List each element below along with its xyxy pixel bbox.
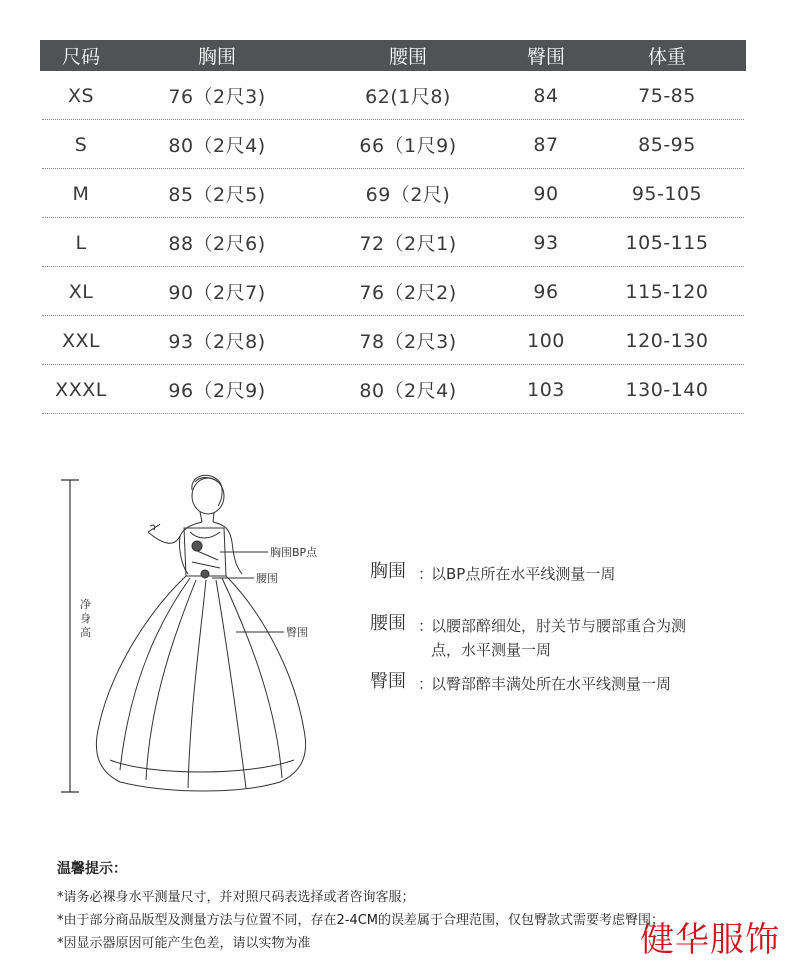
cell-bust: 85（2尺5) bbox=[168, 184, 266, 206]
cell-bust: 90（2尺7) bbox=[168, 282, 266, 304]
table-row bbox=[40, 365, 746, 414]
table-row bbox=[40, 120, 746, 169]
cell-hip: 87 bbox=[533, 133, 559, 156]
tips-title: 温馨提示： bbox=[57, 861, 127, 877]
height-label-text: 净身高 bbox=[80, 598, 91, 639]
cell-bust: 93（2尺8) bbox=[168, 331, 266, 353]
cell-size: L bbox=[75, 231, 87, 254]
table-row bbox=[40, 71, 746, 120]
definition-item bbox=[370, 672, 730, 696]
definition-term: 臀围 bbox=[370, 671, 406, 692]
definition-term: 腰围 bbox=[370, 613, 406, 634]
cell-hip: 103 bbox=[527, 378, 565, 401]
cell-bust: 88（2尺6) bbox=[168, 233, 266, 255]
cell-size: M bbox=[72, 182, 90, 205]
cell-waist: 69（2尺) bbox=[365, 184, 451, 206]
cell-waist: 66（1尺9) bbox=[359, 135, 457, 157]
definition-text: 以臀部醉丰满处所在水平线测量一周 bbox=[431, 675, 672, 693]
definition-text: 点，水平测量一周 bbox=[431, 641, 552, 659]
cell-hip: 90 bbox=[533, 182, 559, 205]
cell-waist: 80（2尺4) bbox=[359, 380, 457, 402]
cell-weight: 115-120 bbox=[625, 280, 709, 303]
definition-item bbox=[370, 562, 730, 586]
cell-bust: 76（2尺3) bbox=[168, 86, 266, 108]
callout-bust: 胸围BP点 bbox=[270, 546, 318, 559]
tips-section bbox=[57, 858, 737, 955]
cell-weight: 75-85 bbox=[638, 84, 696, 107]
header-size: 尺码 bbox=[61, 46, 100, 68]
cell-size: XXL bbox=[61, 329, 101, 352]
definition-term: 胸围 bbox=[370, 561, 406, 582]
table-row bbox=[40, 267, 746, 316]
measurement-figure bbox=[50, 470, 360, 800]
cell-hip: 84 bbox=[533, 84, 559, 107]
table-body bbox=[40, 71, 746, 414]
cell-waist: 72（2尺1) bbox=[359, 233, 457, 255]
definition-separator: ： bbox=[418, 565, 434, 583]
cell-waist: 78（2尺3) bbox=[359, 331, 457, 353]
cell-size: XXXL bbox=[55, 378, 107, 401]
table-row bbox=[40, 218, 746, 267]
tip-line: *由于部分商品版型及测量方法与位置不同，存在2-4CM的误差属于合理范围，仅包臀款式需要考虑臀围； bbox=[57, 913, 665, 928]
cell-hip: 100 bbox=[527, 329, 565, 352]
watermark: 健华服饰 bbox=[640, 920, 780, 960]
cell-weight: 120-130 bbox=[625, 329, 709, 352]
header-hip: 臀围 bbox=[526, 46, 565, 68]
cell-weight: 85-95 bbox=[638, 133, 696, 156]
cell-weight: 130-140 bbox=[625, 378, 709, 401]
definition-text: 以BP点所在水平线测量一周 bbox=[431, 565, 616, 583]
cell-size: XL bbox=[68, 280, 94, 303]
table-row bbox=[40, 316, 746, 365]
header-waist: 腰围 bbox=[388, 46, 427, 68]
dress-illustration bbox=[50, 470, 360, 800]
callout-waist: 腰围 bbox=[256, 572, 278, 585]
cell-bust: 96（2尺9) bbox=[168, 380, 266, 402]
cell-waist: 62(1尺8) bbox=[365, 86, 451, 108]
cell-size: S bbox=[74, 133, 88, 156]
cell-size: XS bbox=[67, 84, 95, 107]
cell-bust: 80（2尺4) bbox=[168, 135, 266, 157]
definition-separator: ： bbox=[418, 675, 434, 693]
header-bust: 胸围 bbox=[197, 46, 236, 68]
table-header bbox=[40, 40, 746, 71]
cell-weight: 105-115 bbox=[625, 231, 709, 254]
cell-waist: 76（2尺2) bbox=[359, 282, 457, 304]
tip-line: *请务必裸身水平测量尺寸，并对照尺码表选择或者咨询客服； bbox=[57, 890, 415, 905]
callout-hip: 臀围 bbox=[286, 626, 308, 639]
header-weight: 体重 bbox=[647, 46, 686, 68]
definition-text: 以腰部醉细处，肘关节与腰部重合为测 bbox=[431, 617, 687, 635]
definition-separator: ： bbox=[418, 617, 434, 635]
height-label bbox=[80, 597, 91, 639]
cell-hip: 93 bbox=[533, 231, 559, 254]
size-table bbox=[40, 40, 746, 414]
table-row bbox=[40, 169, 746, 218]
cell-weight: 95-105 bbox=[631, 182, 703, 205]
tip-line: *因显示器原因可能产生色差，请以实物为准 bbox=[57, 936, 311, 951]
cell-hip: 96 bbox=[533, 280, 559, 303]
definition-item bbox=[370, 614, 730, 662]
